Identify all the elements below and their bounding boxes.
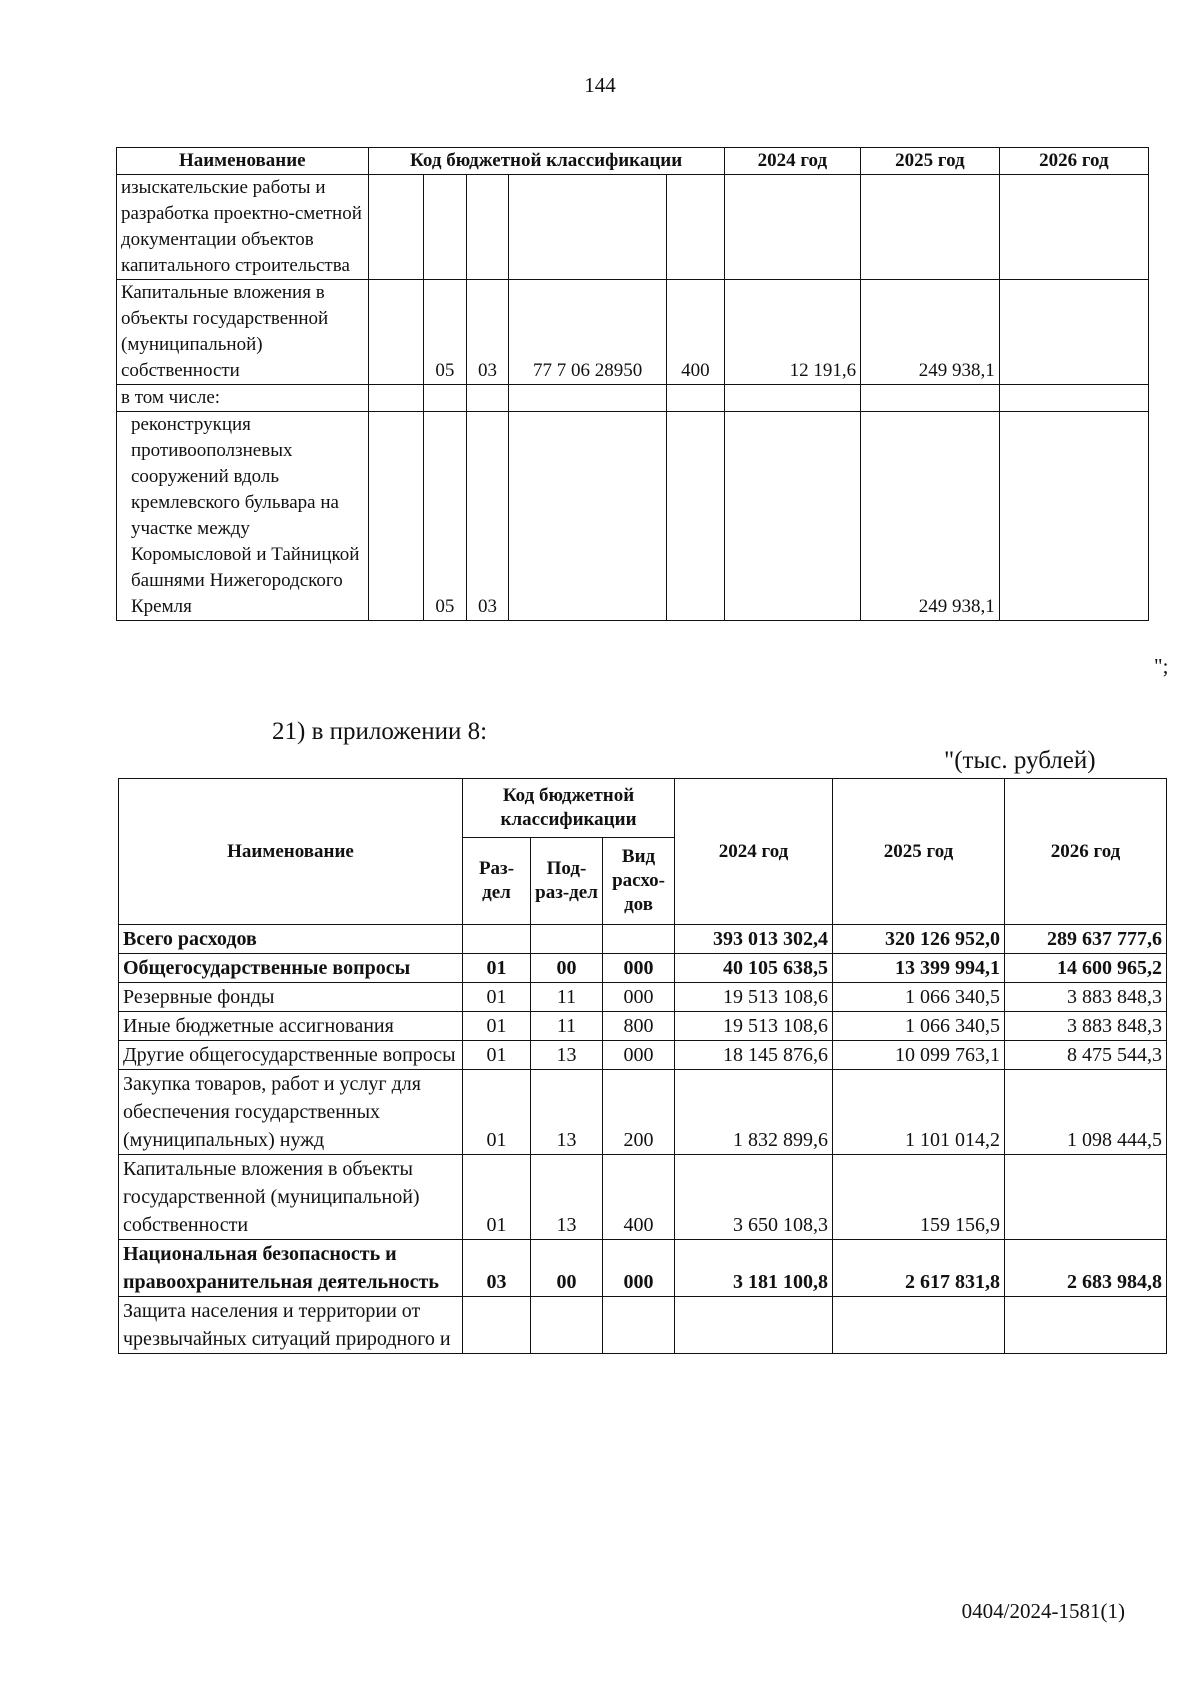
section-heading: 21) в приложении 8:: [272, 718, 488, 745]
table2-cell-y2025: 1 066 340,5: [833, 1012, 1005, 1041]
table2-cell-name: Общегосударственные вопросы: [119, 954, 463, 983]
document-code: 0404/2024-1581(1): [961, 1599, 1125, 1623]
table1-cell-c4: [509, 412, 667, 621]
table1-cell-y2026: [999, 280, 1148, 385]
table1-cell-y2025: [861, 175, 1000, 280]
table2-header-2024: 2024 год: [675, 779, 833, 925]
table1-cell-y2025: 249 938,1: [861, 412, 1000, 621]
table2-cell-vid: 400: [603, 1155, 675, 1240]
table2-cell-vid: 200: [603, 1070, 675, 1155]
table1-cell-c1: [368, 412, 423, 621]
table2-cell-name: Резервные фонды: [119, 983, 463, 1012]
table1-cell-c3: [466, 385, 509, 412]
table2-cell-y2026: 2 683 984,8: [1005, 1240, 1167, 1297]
table1-cell-y2024: 12 191,6: [724, 280, 860, 385]
table1-header-2026: 2026 год: [999, 148, 1148, 175]
table2-cell-vid: [603, 1297, 675, 1354]
table2-cell-y2026: 289 637 777,6: [1005, 925, 1167, 954]
table2-cell-razdel: 01: [463, 983, 531, 1012]
table2-cell-razdel: 01: [463, 1012, 531, 1041]
table1-row: [117, 175, 1149, 280]
table2-cell-y2024: 3 181 100,8: [675, 1240, 833, 1297]
table2-cell-razdel: 03: [463, 1240, 531, 1297]
table2-cell-name: Национальная безопасность и правоохранительная деятельность: [119, 1240, 463, 1297]
table2-cell-podrazdel: 00: [531, 954, 603, 983]
table2-header-2026: 2026 год: [1005, 779, 1167, 925]
table1-row: [117, 280, 1149, 385]
table2-cell-razdel: [463, 1297, 531, 1354]
table1-cell-y2026: [999, 175, 1148, 280]
table1-cell-c1: [368, 385, 423, 412]
table1-cell-c2: 05: [424, 280, 467, 385]
budget-table-continuation: [116, 147, 1149, 621]
table2-cell-y2024: [675, 1297, 833, 1354]
table2-header-2025: 2025 год: [833, 779, 1005, 925]
table2-cell-razdel: 01: [463, 1070, 531, 1155]
table2-cell-y2026: [1005, 1155, 1167, 1240]
table1-cell-name: Капитальные вложения в объекты государственной (муниципальной) собственности: [117, 280, 369, 385]
table1-cell-c5: 400: [667, 280, 725, 385]
table1-cell-c2: [424, 385, 467, 412]
table2-cell-vid: 000: [603, 1240, 675, 1297]
table2-row: [119, 954, 1167, 983]
table2-cell-podrazdel: 13: [531, 1070, 603, 1155]
table2-cell-y2026: 3 883 848,3: [1005, 1012, 1167, 1041]
table2-cell-vid: 800: [603, 1012, 675, 1041]
table1-cell-c1: [368, 280, 423, 385]
table1-cell-name: изыскательские работы и разработка проектно-сметной документации объектов капитального строительства: [117, 175, 369, 280]
table2-cell-name: Другие общегосударственные вопросы: [119, 1041, 463, 1070]
budget-table-appendix-8: [118, 778, 1167, 1354]
table2-row: [119, 1070, 1167, 1155]
table2-cell-vid: 000: [603, 1041, 675, 1070]
table2-cell-name: Всего расходов: [119, 925, 463, 954]
table2-cell-y2026: 3 883 848,3: [1005, 983, 1167, 1012]
table2-cell-y2025: [833, 1297, 1005, 1354]
table2-cell-razdel: 01: [463, 954, 531, 983]
table1-cell-c5: [667, 175, 725, 280]
table2-cell-podrazdel: 11: [531, 1012, 603, 1041]
table2-cell-name: Закупка товаров, работ и услуг для обеспечения государственных (муниципальных) нужд: [119, 1070, 463, 1155]
table2-cell-vid: 000: [603, 954, 675, 983]
table1-cell-y2024: [724, 412, 860, 621]
table1-cell-c3: 03: [466, 280, 509, 385]
table1-cell-y2026: [999, 412, 1148, 621]
table2-cell-razdel: 01: [463, 1155, 531, 1240]
table2-row: [119, 983, 1167, 1012]
table2-cell-y2025: 2 617 831,8: [833, 1240, 1005, 1297]
table2-cell-podrazdel: 13: [531, 1155, 603, 1240]
table1-cell-c4: [509, 385, 667, 412]
table1-cell-c3: 03: [466, 412, 509, 621]
table1-cell-y2024: [724, 385, 860, 412]
table2-cell-y2024: 19 513 108,6: [675, 983, 833, 1012]
table1-cell-y2026: [999, 385, 1148, 412]
table2-cell-y2026: 14 600 965,2: [1005, 954, 1167, 983]
closing-quote: ";: [1154, 654, 1169, 678]
table2-row: [119, 1041, 1167, 1070]
table2-cell-y2024: 40 105 638,5: [675, 954, 833, 983]
table2-cell-name: Капитальные вложения в объекты государственной (муниципальной) собственности: [119, 1155, 463, 1240]
table1-cell-c5: [667, 412, 725, 621]
table2-cell-y2025: 320 126 952,0: [833, 925, 1005, 954]
table2-cell-razdel: [463, 925, 531, 954]
table2-cell-y2024: 18 145 876,6: [675, 1041, 833, 1070]
table2-cell-podrazdel: 13: [531, 1041, 603, 1070]
table2-cell-podrazdel: 11: [531, 983, 603, 1012]
table1-cell-name: в том числе:: [117, 385, 369, 412]
table1-cell-y2025: [861, 385, 1000, 412]
table1-header-name: Наименование: [117, 148, 369, 175]
table2-row: [119, 1240, 1167, 1297]
table1-header-row: [117, 148, 1149, 175]
table2-row: [119, 1155, 1167, 1240]
table1-cell-name: реконструкция противооползневых сооружений вдоль кремлевского бульвара на участке между Коромысловой и Тайницкой башнями Нижегородского Кремля: [117, 412, 369, 621]
table1-header-2025: 2025 год: [861, 148, 1000, 175]
table2-cell-y2025: 13 399 994,1: [833, 954, 1005, 983]
table1-cell-c4: 77 7 06 28950: [509, 280, 667, 385]
table2-cell-name: Иные бюджетные ассигнования: [119, 1012, 463, 1041]
table2-header-podrazdel: Под-раз-дел: [531, 838, 603, 925]
units-note: "(тыс. рублей): [944, 747, 1096, 774]
table2-cell-podrazdel: [531, 1297, 603, 1354]
table2-row: [119, 1297, 1167, 1354]
page-number: 144: [584, 73, 616, 97]
table2-cell-y2026: [1005, 1297, 1167, 1354]
table2-header-vid: Вид расхо-дов: [603, 838, 675, 925]
table2-cell-y2024: 393 013 302,4: [675, 925, 833, 954]
table2-cell-razdel: 01: [463, 1041, 531, 1070]
table1-row: [117, 412, 1149, 621]
table1-cell-c2: [424, 175, 467, 280]
table2-cell-y2025: 1 101 014,2: [833, 1070, 1005, 1155]
table1-cell-y2024: [724, 175, 860, 280]
table1-cell-c4: [509, 175, 667, 280]
table2-header-row-1: [119, 779, 1167, 838]
table1-row: [117, 385, 1149, 412]
table2-cell-y2024: 3 650 108,3: [675, 1155, 833, 1240]
table2-cell-y2026: 8 475 544,3: [1005, 1041, 1167, 1070]
table2-cell-vid: 000: [603, 983, 675, 1012]
table1-cell-c2: 05: [424, 412, 467, 621]
table2-row: [119, 1012, 1167, 1041]
table1-header-2024: 2024 год: [724, 148, 860, 175]
table2-header-code-group: Код бюджетной классификации: [463, 779, 675, 838]
table1-cell-c1: [368, 175, 423, 280]
table2-cell-y2025: 10 099 763,1: [833, 1041, 1005, 1070]
table1-header-code: Код бюджетной классификации: [368, 148, 724, 175]
table2-cell-podrazdel: [531, 925, 603, 954]
table2-cell-y2025: 1 066 340,5: [833, 983, 1005, 1012]
table2-cell-y2025: 159 156,9: [833, 1155, 1005, 1240]
table2-cell-vid: [603, 925, 675, 954]
table1-cell-y2025: 249 938,1: [861, 280, 1000, 385]
table2-cell-y2026: 1 098 444,5: [1005, 1070, 1167, 1155]
table2-row: [119, 925, 1167, 954]
table2-cell-y2024: 19 513 108,6: [675, 1012, 833, 1041]
table1-cell-c3: [466, 175, 509, 280]
table2-cell-podrazdel: 00: [531, 1240, 603, 1297]
table2-header-name: Наименование: [119, 779, 463, 925]
table2-cell-name: Защита населения и территории от чрезвычайных ситуаций природного и: [119, 1297, 463, 1354]
table2-header-razdel: Раз-дел: [463, 838, 531, 925]
table1-cell-c5: [667, 385, 725, 412]
table2-cell-y2024: 1 832 899,6: [675, 1070, 833, 1155]
